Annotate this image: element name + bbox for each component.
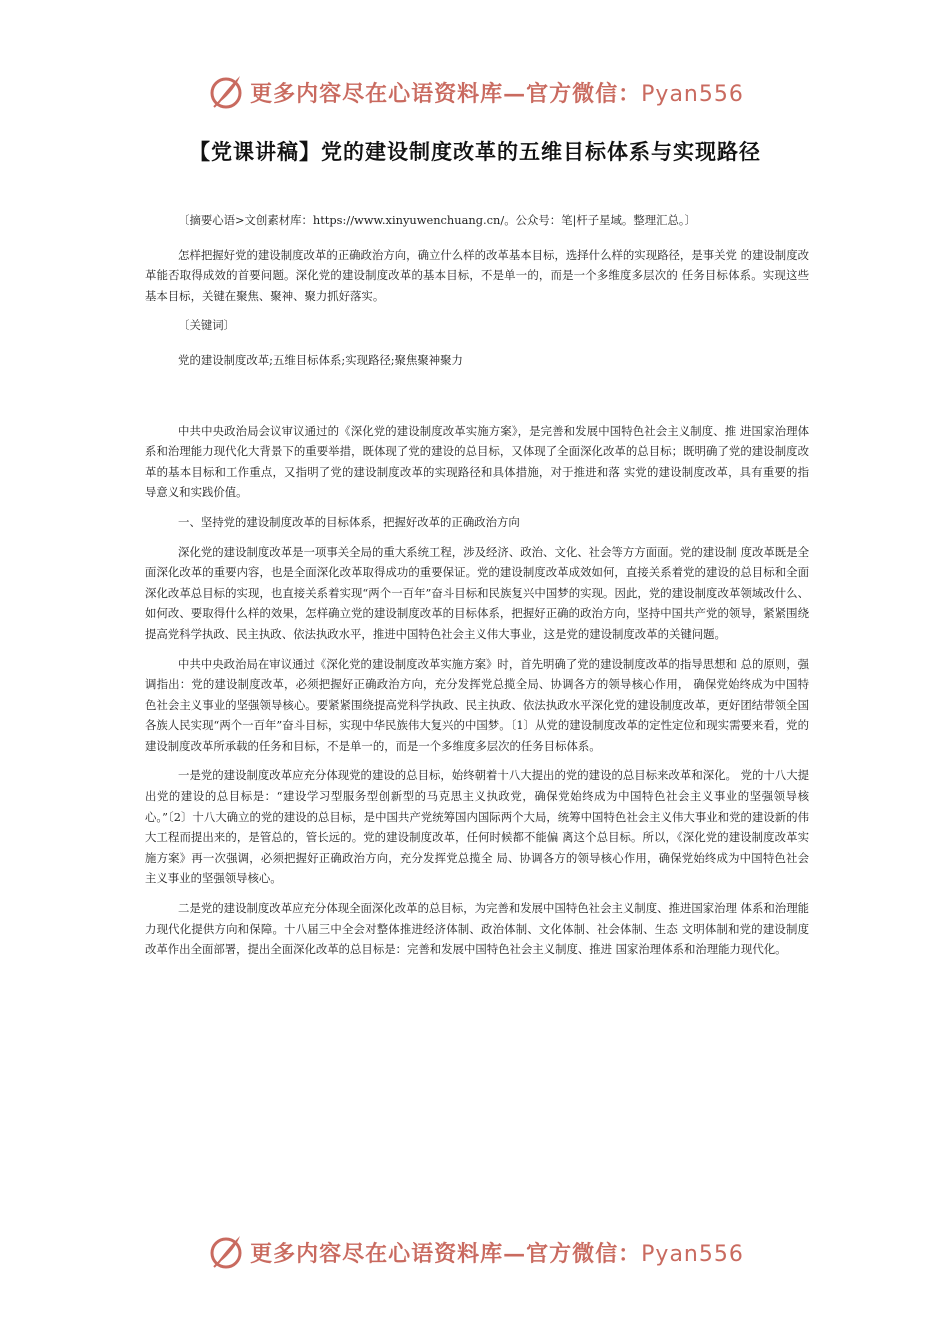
keywords-text: 党的建设制度改革;五维目标体系;实现路径;聚焦聚神聚力 (178, 352, 463, 367)
header-banner (0, 72, 950, 112)
body-paragraph: 中共中央政治局会议审议通过的《深化党的建设制度改革实施方案》，是完善和发展中国特色社会主义制度、推 进国家治理体系和治理能力现代化大背景下的重要举措，既体现了党的建设的总目标，又体现了全面深化改革的总目标；既明确了党的建设制度改革的基本目标和工作重点，又指明了党的建设制度改革的实现路径和具体措施，对于推进和落 实党的建设制度改革，具有重要的指导意义和实践价值。 (145, 423, 809, 500)
document-body (145, 210, 809, 960)
body-paragraph: 深化党的建设制度改革是一项事关全局的重大系统工程，涉及经济、政治、文化、社会等方方面面。党的建设制 度改革既是全面深化改革的重要内容，也是全面深化改革取得成功的重要保证。党的建设制度改革成效如何，直接关系着党的建设的总目标和全面深化改革总目标的实现，也直接关系着实现“两个一百年”奋斗目标和民族复兴中国梦的实现。因此，党的建设制度改革领域改什么、如何改、要取得什么样的效果，怎样确立党的建设制度改革的目标体系，把握好正确的政治方向，坚持中国共产党的领导，紧紧围绕提高党科学执政、民主执政、依法执政水平，推进中国特色社会主义伟大事业，这是党的建设制度改革的关键问题。 (145, 544, 809, 641)
banner-slogan: 更多内容尽在心语资料库—官方微信：Pyan556 (250, 80, 744, 107)
abstract-paragraph: 怎样把握好党的建设制度改革的正确政治方向，确立什么样的改革基本目标，选择什么样的实现路径，是事关党 的建设制度改革能否取得成效的首要问题。深化党的建设制度改革的基本目标，不是单一的，而是一个多维度多层次的 任务目标体系。实现这些基本目标，关键在聚焦、聚神、聚力抓好落实。 (145, 247, 809, 303)
keywords-label: 〔关键词〕 (178, 318, 236, 333)
footer-banner (0, 1232, 950, 1272)
body-paragraph: 一是党的建设制度改革应充分体现党的建设的总目标，始终朝着十八大提出的党的建设的总目标来改革和深化。 党的十八大提出党的建设的总目标是：“建设学习型服务型创新型的马克思主义执政党，确保党始终成为中国特色社会主义事业的坚强领导核心。”〔2〕十八大确立的党的建设的总目标，是中国共产党统筹国内国际两个大局，统筹中国特色社会主义伟大事业和党的建设新的伟大工程而提出来的，是管总的，管长远的。党的建设制度改革，任何时候都不能偏 离这个总目标。所以，《深化党的建设制度改革实施方案》再一次强调，必须把握好正确政治方向，充分发挥党总揽全 局、协调各方的领导核心作用，确保党始终成为中国特色社会主义事业的坚强领导核心。 (145, 768, 809, 886)
wechat-id: Pyan556 (641, 81, 744, 107)
document-title: 【党课讲稿】党的建设制度改革的五维目标体系与实现路径 (189, 140, 761, 164)
banner-slogan: 更多内容尽在心语资料库—官方微信：Pyan556 (250, 1240, 744, 1267)
abstract-source-line: 〔摘要心语>文创素材库：https://www.xinyuwenchuang.cn/。公众号：笔|杆子星域。整理汇总。〕 (178, 213, 696, 227)
body-paragraph: 二是党的建设制度改革应充分体现全面深化改革的总目标，为完善和发展中国特色社会主义制度、推进国家治理 体系和治理能力现代化提供方向和保障。十八届三中全会对整体推进经济体制、政治体制、文化体制、社会体制、生态 文明体制和党的建设制度改革作出全面部署，提出全面深化改革的总目标是：完善和发展中国特色社会主义制度、推进 国家治理体系和治理能力现代化。 (145, 901, 809, 957)
quill-pen-logo-icon (206, 72, 246, 112)
section-heading: 一、坚持党的建设制度改革的目标体系，把握好改革的正确政治方向 (178, 514, 520, 529)
quill-pen-logo-icon (206, 1232, 246, 1272)
wechat-id: Pyan556 (641, 1241, 744, 1267)
body-paragraph: 中共中央政治局在审议通过《深化党的建设制度改革实施方案》时，首先明确了党的建设制度改革的指导思想和 总的原则，强调指出：党的建设制度改革，必须把握好正确政治方向，充分发挥党总揽全局、协调各方的领导核心作用， 确保党始终成为中国特色社会主义事业的坚强领导核心。要紧紧围绕提高党科学执政、民主执政、依法执政水平深化党的建设制度改革，更好团结带领全国各族人民实现“两个一百年”奋斗目标，实现中华民族伟大复兴的中国梦。〔1〕从党的建设制度改革的定性定位和现实需要来看，党的建设制度改革所承载的任务和目标，不是单一的，而是一个多维度多层次的任务目标体系。 (145, 656, 809, 753)
